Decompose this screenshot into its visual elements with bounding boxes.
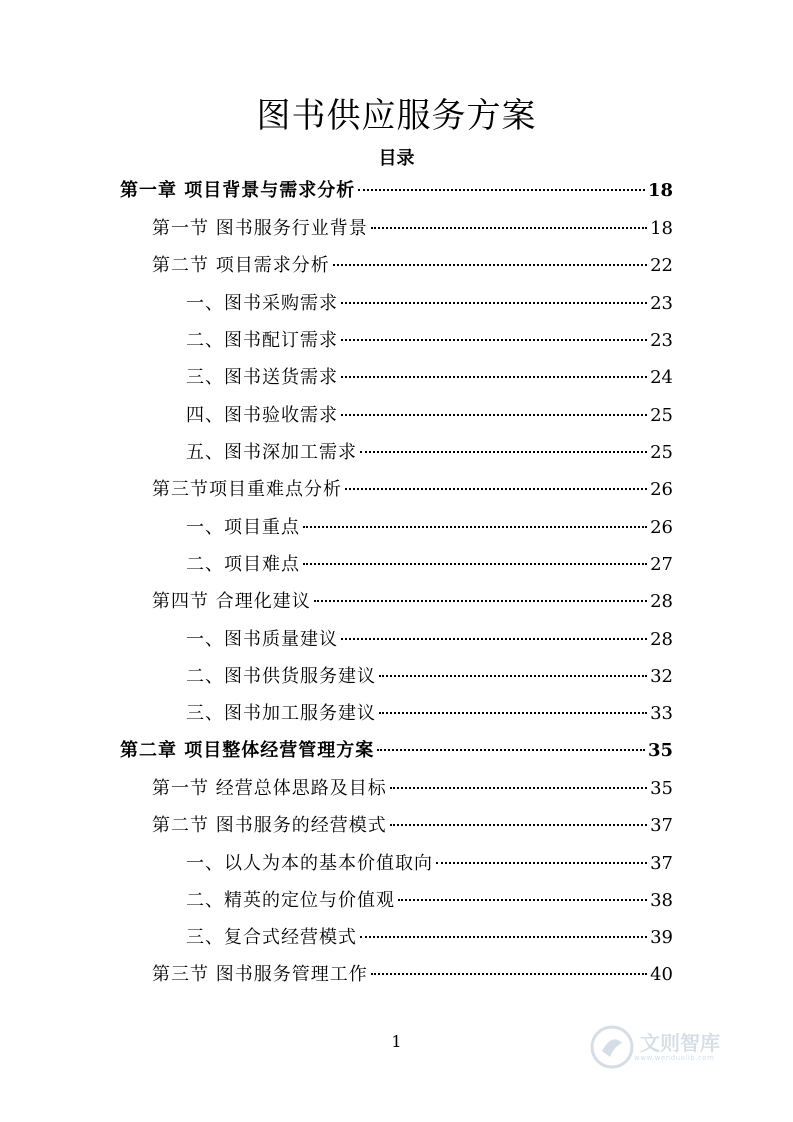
toc-entry-label: 第四节 合理化建议 <box>152 591 311 612</box>
toc-entry[interactable] <box>152 251 673 281</box>
toc-entry-page: 26 <box>650 479 673 500</box>
toc-entry-page: 18 <box>650 218 673 239</box>
toc-dot-leader <box>341 414 647 416</box>
toc-entry-page: 28 <box>650 629 673 650</box>
toc-dot-leader <box>390 824 647 826</box>
toc-entry-label: 四、图书验收需求 <box>186 405 338 426</box>
toc-entry-page: 37 <box>650 815 673 836</box>
watermark-logo-icon <box>590 1025 634 1069</box>
toc-entry[interactable] <box>186 849 673 879</box>
watermark-brand: 文则智库 <box>640 1031 720 1055</box>
toc-entry-page: 38 <box>650 890 673 911</box>
toc-dot-leader <box>341 339 647 341</box>
toc-entry[interactable] <box>120 736 673 766</box>
toc-entry[interactable] <box>186 513 673 543</box>
toc-entry-page: 22 <box>650 255 673 276</box>
toc-entry[interactable] <box>186 699 673 729</box>
toc-entry-page: 23 <box>650 293 673 314</box>
toc-entry-page: 25 <box>650 405 673 426</box>
toc-entry-label: 第二节 图书服务的经营模式 <box>152 815 387 836</box>
toc-entry-label: 三、图书加工服务建议 <box>186 703 376 724</box>
toc-entry[interactable] <box>186 289 673 319</box>
toc-entry-page: 37 <box>650 853 673 874</box>
toc-heading: 目录 <box>378 148 415 169</box>
toc-entry-page: 39 <box>650 927 673 948</box>
toc-entry-page: 24 <box>650 367 673 388</box>
toc-dot-leader <box>303 526 647 528</box>
toc-dot-leader <box>379 675 647 677</box>
toc-entry-label: 一、以人为本的基本价值取向 <box>186 853 433 874</box>
toc-entry-label: 二、图书配订需求 <box>186 330 338 351</box>
toc-entry-label: 第二节 项目需求分析 <box>152 255 330 276</box>
toc-entry[interactable] <box>152 214 673 244</box>
toc-dot-leader <box>341 302 647 304</box>
toc-entry-page: 28 <box>650 591 673 612</box>
toc-entry-page: 40 <box>650 964 673 985</box>
toc-dot-leader <box>345 488 647 490</box>
toc-entry[interactable] <box>120 176 673 206</box>
toc-entry[interactable] <box>186 550 673 580</box>
toc-entry-label: 五、图书深加工需求 <box>186 442 357 463</box>
toc-entry-label: 一、图书采购需求 <box>186 293 338 314</box>
toc-dot-leader <box>398 899 647 901</box>
toc-dot-leader <box>377 749 645 751</box>
toc-dot-leader <box>358 189 645 191</box>
toc-entry-label: 第二章 项目整体经营管理方案 <box>120 740 375 761</box>
toc-entry-page: 18 <box>647 180 673 201</box>
toc-dot-leader <box>303 563 647 565</box>
toc-entry-label: 三、图书送货需求 <box>186 367 338 388</box>
toc-dot-leader <box>360 936 647 938</box>
toc-entry[interactable] <box>152 774 673 804</box>
toc-dot-leader <box>341 376 647 378</box>
toc-entry-page: 35 <box>650 778 673 799</box>
toc-entry[interactable] <box>186 401 673 431</box>
toc-dot-leader <box>360 451 647 453</box>
page-number: 1 <box>391 1032 402 1051</box>
toc-entry-label: 第一章 项目背景与需求分析 <box>120 180 356 201</box>
toc-entry-label: 第一节 图书服务行业背景 <box>152 218 368 239</box>
toc-entry-label: 第三节 图书服务管理工作 <box>152 964 368 985</box>
toc-entry[interactable] <box>186 625 673 655</box>
toc-entry[interactable] <box>186 662 673 692</box>
toc-entry-label: 一、图书质量建议 <box>186 629 338 650</box>
toc-dot-leader <box>371 227 647 229</box>
toc-entry[interactable] <box>152 811 673 841</box>
toc-entry[interactable] <box>186 363 673 393</box>
toc-entry-page: 23 <box>650 330 673 351</box>
toc-entry[interactable] <box>186 438 673 468</box>
toc-entry-page: 25 <box>650 442 673 463</box>
toc-dot-leader <box>314 600 647 602</box>
toc-entry-label: 第三节项目重难点分析 <box>152 479 342 500</box>
toc-entry-page: 35 <box>647 740 673 761</box>
toc-entry-page: 27 <box>650 554 673 575</box>
toc-entry[interactable] <box>186 326 673 356</box>
toc-dot-leader <box>379 712 647 714</box>
toc-entry-label: 二、图书供货服务建议 <box>186 666 376 687</box>
toc-dot-leader <box>341 638 647 640</box>
toc-dot-leader <box>390 787 647 789</box>
toc-entry-label: 二、项目难点 <box>186 554 300 575</box>
toc-entry-page: 33 <box>650 703 673 724</box>
toc-entry[interactable] <box>186 923 673 953</box>
document-title: 图书供应服务方案 <box>256 96 537 136</box>
toc-entry-page: 26 <box>650 517 673 538</box>
toc-entry-page: 32 <box>650 666 673 687</box>
toc-entry[interactable] <box>152 475 673 505</box>
toc-entry-label: 三、复合式经营模式 <box>186 927 357 948</box>
toc-dot-leader <box>333 264 647 266</box>
toc-entry-label: 一、项目重点 <box>186 517 300 538</box>
toc-dot-leader <box>371 973 647 975</box>
watermark <box>590 1022 760 1072</box>
toc-entry[interactable] <box>186 886 673 916</box>
toc-entry[interactable] <box>152 587 673 617</box>
toc-dot-leader <box>436 862 647 864</box>
toc-entry[interactable] <box>152 960 673 990</box>
toc-entry-label: 第一节 经营总体思路及目标 <box>152 778 387 799</box>
watermark-url: www.wenduolib.com <box>634 1054 715 1062</box>
toc-entry-label: 二、精英的定位与价值观 <box>186 890 395 911</box>
